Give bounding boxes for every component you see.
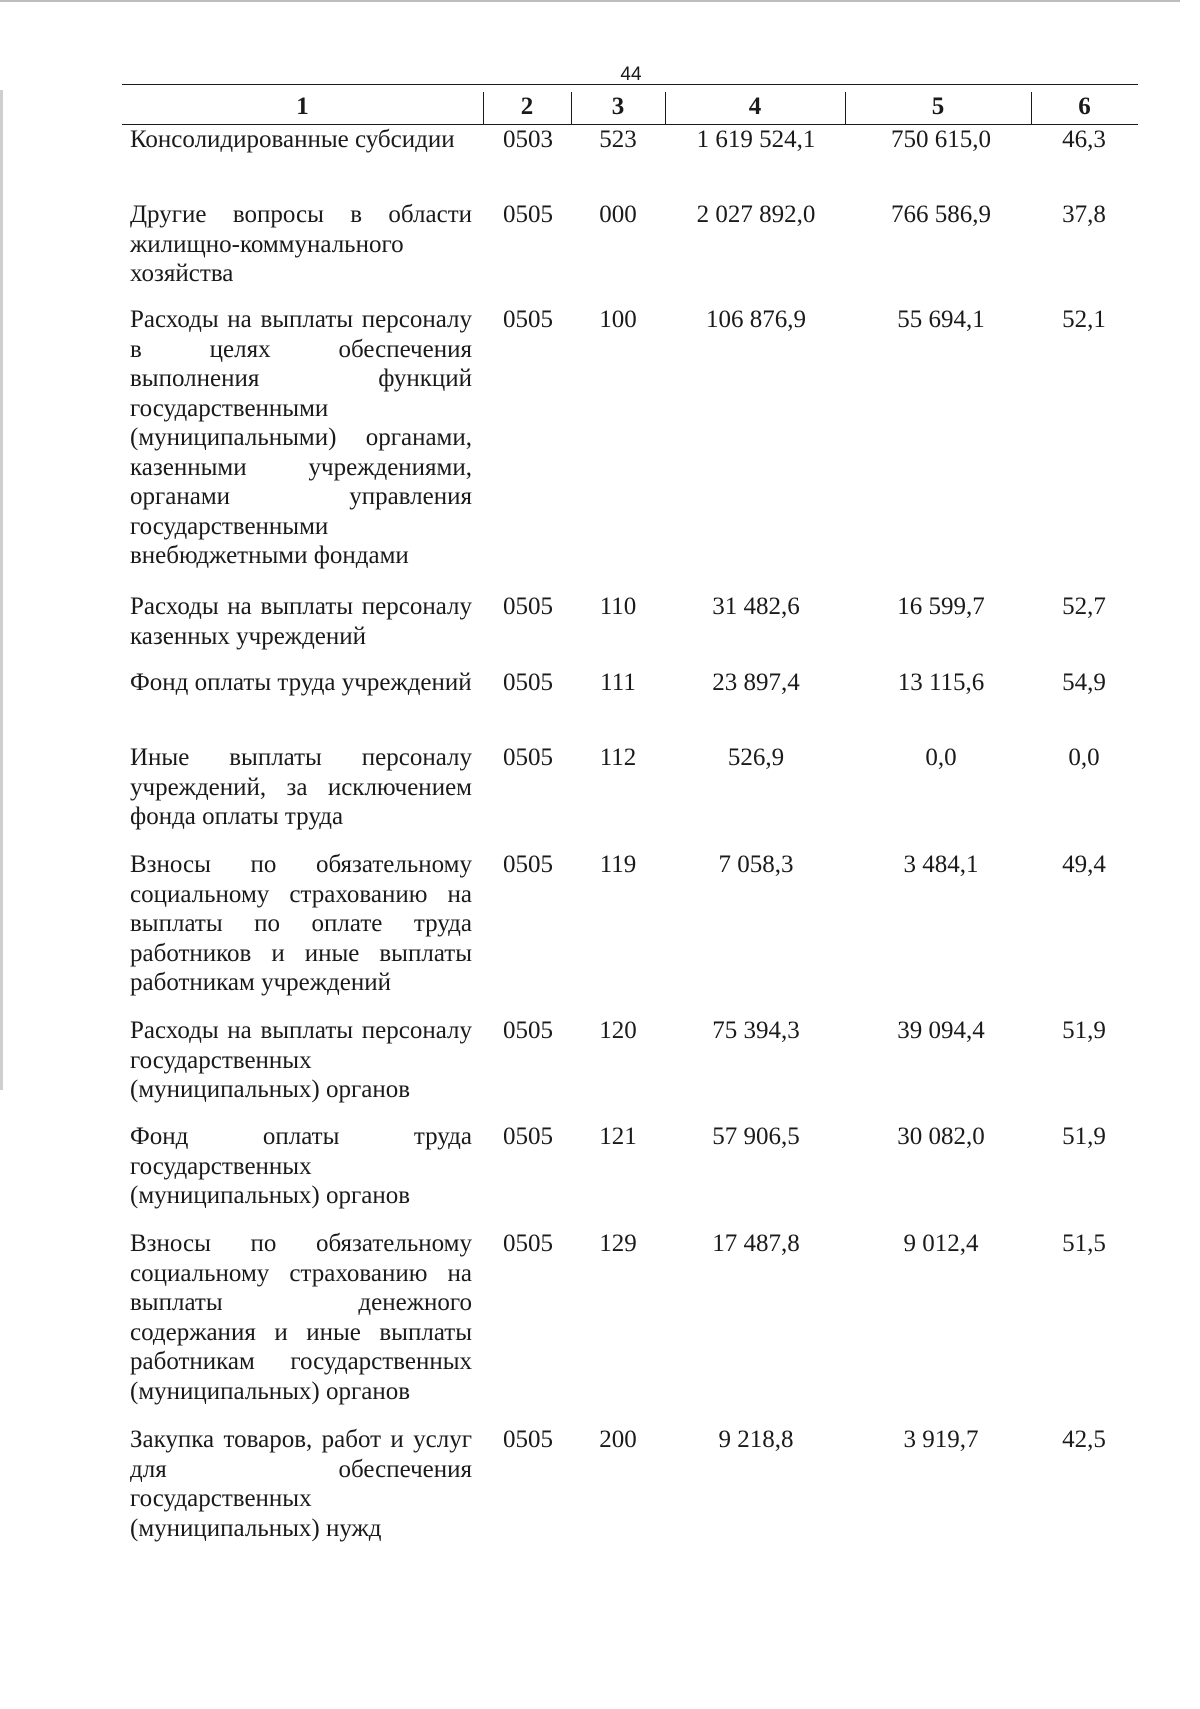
row-description: Другие вопросы в области жилищно-коммунального хозяйства xyxy=(130,201,472,287)
row-percent: 49,4 xyxy=(1062,851,1106,878)
row-expense-code: 111 xyxy=(600,669,636,696)
header-col-3: 3 xyxy=(611,93,625,120)
row-actual-value: 39 094,4 xyxy=(897,1017,985,1044)
row-expense-code: 112 xyxy=(599,744,637,771)
row-section-code: 0505 xyxy=(503,851,553,878)
row-plan-value: 106 876,9 xyxy=(706,306,806,333)
row-description: Расходы на выплаты персоналу государственных (муниципальных) органов xyxy=(130,1017,472,1103)
row-section-code: 0505 xyxy=(503,1017,553,1044)
row-section-code: 0505 xyxy=(503,744,553,771)
row-section-code: 0505 xyxy=(503,593,553,620)
row-actual-value: 750 615,0 xyxy=(891,126,991,153)
row-actual-value: 16 599,7 xyxy=(897,593,985,620)
header-col-2: 2 xyxy=(520,93,534,120)
row-description: Иные выплаты персоналу учреждений, за исключением фонда оплаты труда xyxy=(130,744,472,830)
scan-top-edge xyxy=(0,0,1180,2)
row-expense-code: 119 xyxy=(599,851,637,878)
row-actual-value: 9 012,4 xyxy=(903,1230,979,1257)
row-description: Консолидированные субсидии xyxy=(130,126,455,153)
row-percent: 46,3 xyxy=(1062,126,1106,153)
row-expense-code: 200 xyxy=(599,1426,637,1453)
row-description: Расходы на выплаты персоналу в целях обеспечения выполнения функций государственными (муниципальными) органами, казенными учреждениями, органами управления государственными внебюджетными фондами xyxy=(130,306,472,569)
row-plan-value: 2 027 892,0 xyxy=(696,201,816,228)
header-top-rule xyxy=(122,84,1138,85)
row-section-code: 0503 xyxy=(503,126,553,153)
row-plan-value: 75 394,3 xyxy=(712,1017,800,1044)
row-percent: 52,1 xyxy=(1062,306,1106,333)
row-expense-code: 100 xyxy=(599,306,637,333)
row-section-code: 0505 xyxy=(503,669,553,696)
row-actual-value: 0,0 xyxy=(925,744,957,771)
row-actual-value: 3 484,1 xyxy=(903,851,979,878)
row-percent: 51,9 xyxy=(1062,1123,1106,1150)
row-section-code: 0505 xyxy=(503,306,553,333)
row-percent: 0,0 xyxy=(1068,744,1100,771)
row-percent: 37,8 xyxy=(1062,201,1106,228)
row-percent: 42,5 xyxy=(1062,1426,1106,1453)
row-plan-value: 57 906,5 xyxy=(712,1123,800,1150)
row-expense-code: 121 xyxy=(599,1123,637,1150)
row-expense-code: 110 xyxy=(599,593,637,620)
row-percent: 51,5 xyxy=(1062,1230,1106,1257)
row-percent: 52,7 xyxy=(1062,593,1106,620)
row-plan-value: 31 482,6 xyxy=(712,593,800,620)
row-actual-value: 55 694,1 xyxy=(897,306,985,333)
row-description: Фонд оплаты труда государственных (муниципальных) органов xyxy=(130,1123,472,1209)
row-actual-value: 3 919,7 xyxy=(903,1426,979,1453)
header-col-4: 4 xyxy=(748,93,762,120)
row-percent: 54,9 xyxy=(1062,669,1106,696)
row-expense-code: 129 xyxy=(599,1230,637,1257)
row-description: Расходы на выплаты персоналу казенных учреждений xyxy=(130,593,472,650)
row-actual-value: 30 082,0 xyxy=(897,1123,985,1150)
header-col-1: 1 xyxy=(296,93,309,120)
header-col-6: 6 xyxy=(1078,93,1091,120)
header-col-5: 5 xyxy=(931,93,945,120)
row-section-code: 0505 xyxy=(503,1230,553,1257)
scan-left-edge xyxy=(0,90,3,1090)
row-section-code: 0505 xyxy=(503,1123,553,1150)
row-plan-value: 17 487,8 xyxy=(712,1230,800,1257)
row-section-code: 0505 xyxy=(503,1426,553,1453)
row-description: Взносы по обязательному социальному страхованию на выплаты денежного содержания и иные выплаты работникам государственных (муниципальных) органов xyxy=(130,1230,472,1405)
row-section-code: 0505 xyxy=(503,201,553,228)
row-expense-code: 523 xyxy=(599,126,637,153)
row-actual-value: 766 586,9 xyxy=(891,201,991,228)
row-expense-code: 000 xyxy=(599,201,637,228)
row-expense-code: 120 xyxy=(599,1017,637,1044)
row-description: Фонд оплаты труда учреждений xyxy=(130,669,472,696)
row-description: Закупка товаров, работ и услуг для обеспечения государственных (муниципальных) нужд xyxy=(130,1426,472,1542)
row-plan-value: 7 058,3 xyxy=(718,851,794,878)
row-description: Взносы по обязательному социальному страхованию на выплаты по оплате труда работников и иные выплаты работникам учреждений xyxy=(130,851,472,996)
row-actual-value: 13 115,6 xyxy=(897,669,985,696)
page-number: 44 xyxy=(620,64,642,85)
row-plan-value: 23 897,4 xyxy=(712,669,800,696)
row-plan-value: 1 619 524,1 xyxy=(696,126,816,153)
row-plan-value: 526,9 xyxy=(727,744,785,771)
row-plan-value: 9 218,8 xyxy=(718,1426,794,1453)
row-percent: 51,9 xyxy=(1062,1017,1106,1044)
